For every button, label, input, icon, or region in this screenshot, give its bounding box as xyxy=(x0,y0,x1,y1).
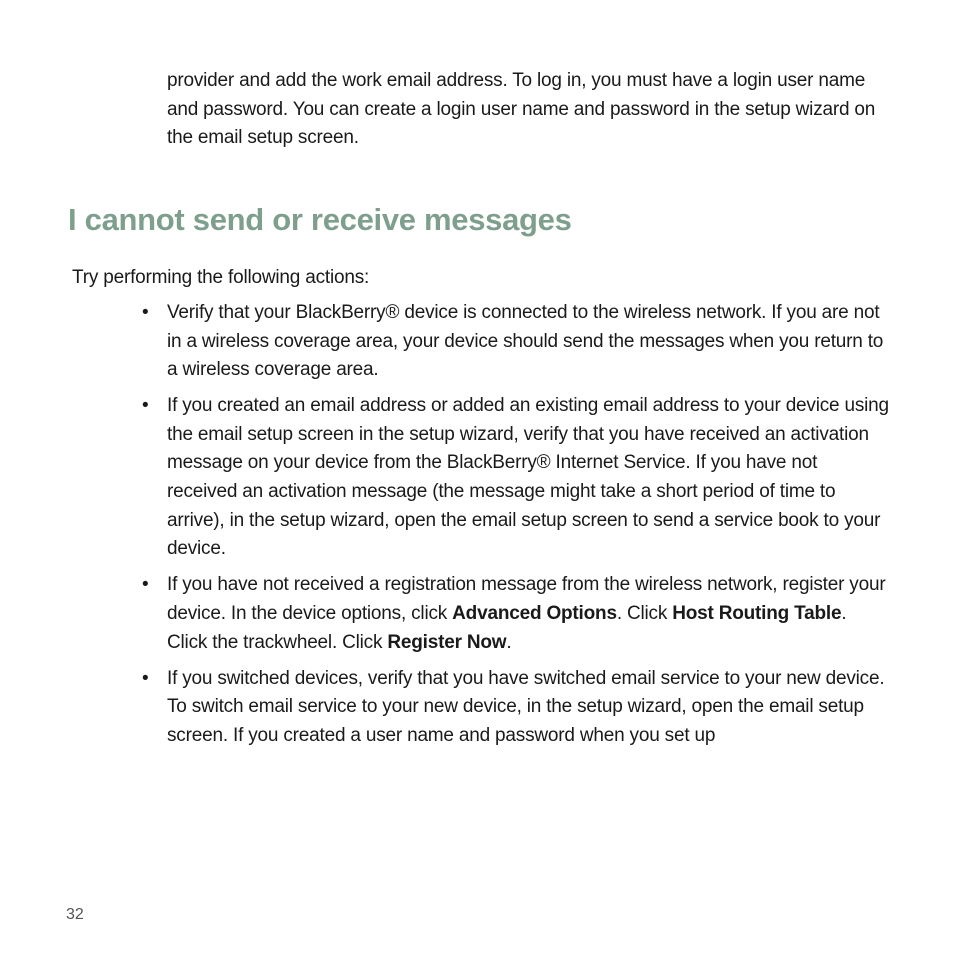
list-item xyxy=(140,571,890,657)
bullet-icon: • xyxy=(142,574,149,596)
bullet-icon: • xyxy=(142,667,149,689)
list-item xyxy=(140,392,890,564)
list-item xyxy=(140,665,890,751)
text-run: . Click xyxy=(616,602,673,624)
section-heading: I cannot send or receive messages xyxy=(68,202,572,237)
bullet-icon: • xyxy=(142,395,149,417)
menu-term-host-routing-table: Host Routing Table xyxy=(672,602,842,624)
bullet-icon: • xyxy=(142,302,149,323)
list-item-text: Verify that your BlackBerry® device is connected to the wireless network. If you are not in a wireless coverage area, your device should send the messages when you return to a wireless coverage area. xyxy=(167,302,884,381)
intro-paragraph: provider and add the work email address. To log in, you must have a login user name and password. You can create a login user name and password in the setup wizard on the email setup screen. xyxy=(167,70,876,148)
list-item xyxy=(140,299,890,385)
list-item-text xyxy=(167,574,885,652)
list-item-text: If you switched devices, verify that you have switched email service to your new device. To switch email service to your new device, in the setup wizard, open the email setup screen. If you created a user name and password when you set up xyxy=(167,667,885,746)
menu-term-register-now: Register Now xyxy=(387,631,507,653)
text-run: . Click the trackwheel. Click xyxy=(167,602,847,653)
menu-term-advanced-options: Advanced Options xyxy=(452,602,617,624)
page-number: 32 xyxy=(66,906,84,923)
lead-sentence: Try performing the following actions: xyxy=(72,267,370,288)
text-run: . xyxy=(506,631,512,653)
action-list xyxy=(140,299,890,758)
list-item-text: If you created an email address or added an existing email address to your device using the email setup screen in the setup wizard, verify that you have received an activation message on your device from the BlackBerry® Internet Service. If you have not received an activation message (the message might take a short period of time to arrive), in the setup wizard, open the email setup screen to send a service book to your device. xyxy=(167,395,889,560)
text-run: If you have not received a registration message from the wireless network, register your device. In the device options, click xyxy=(167,574,886,624)
